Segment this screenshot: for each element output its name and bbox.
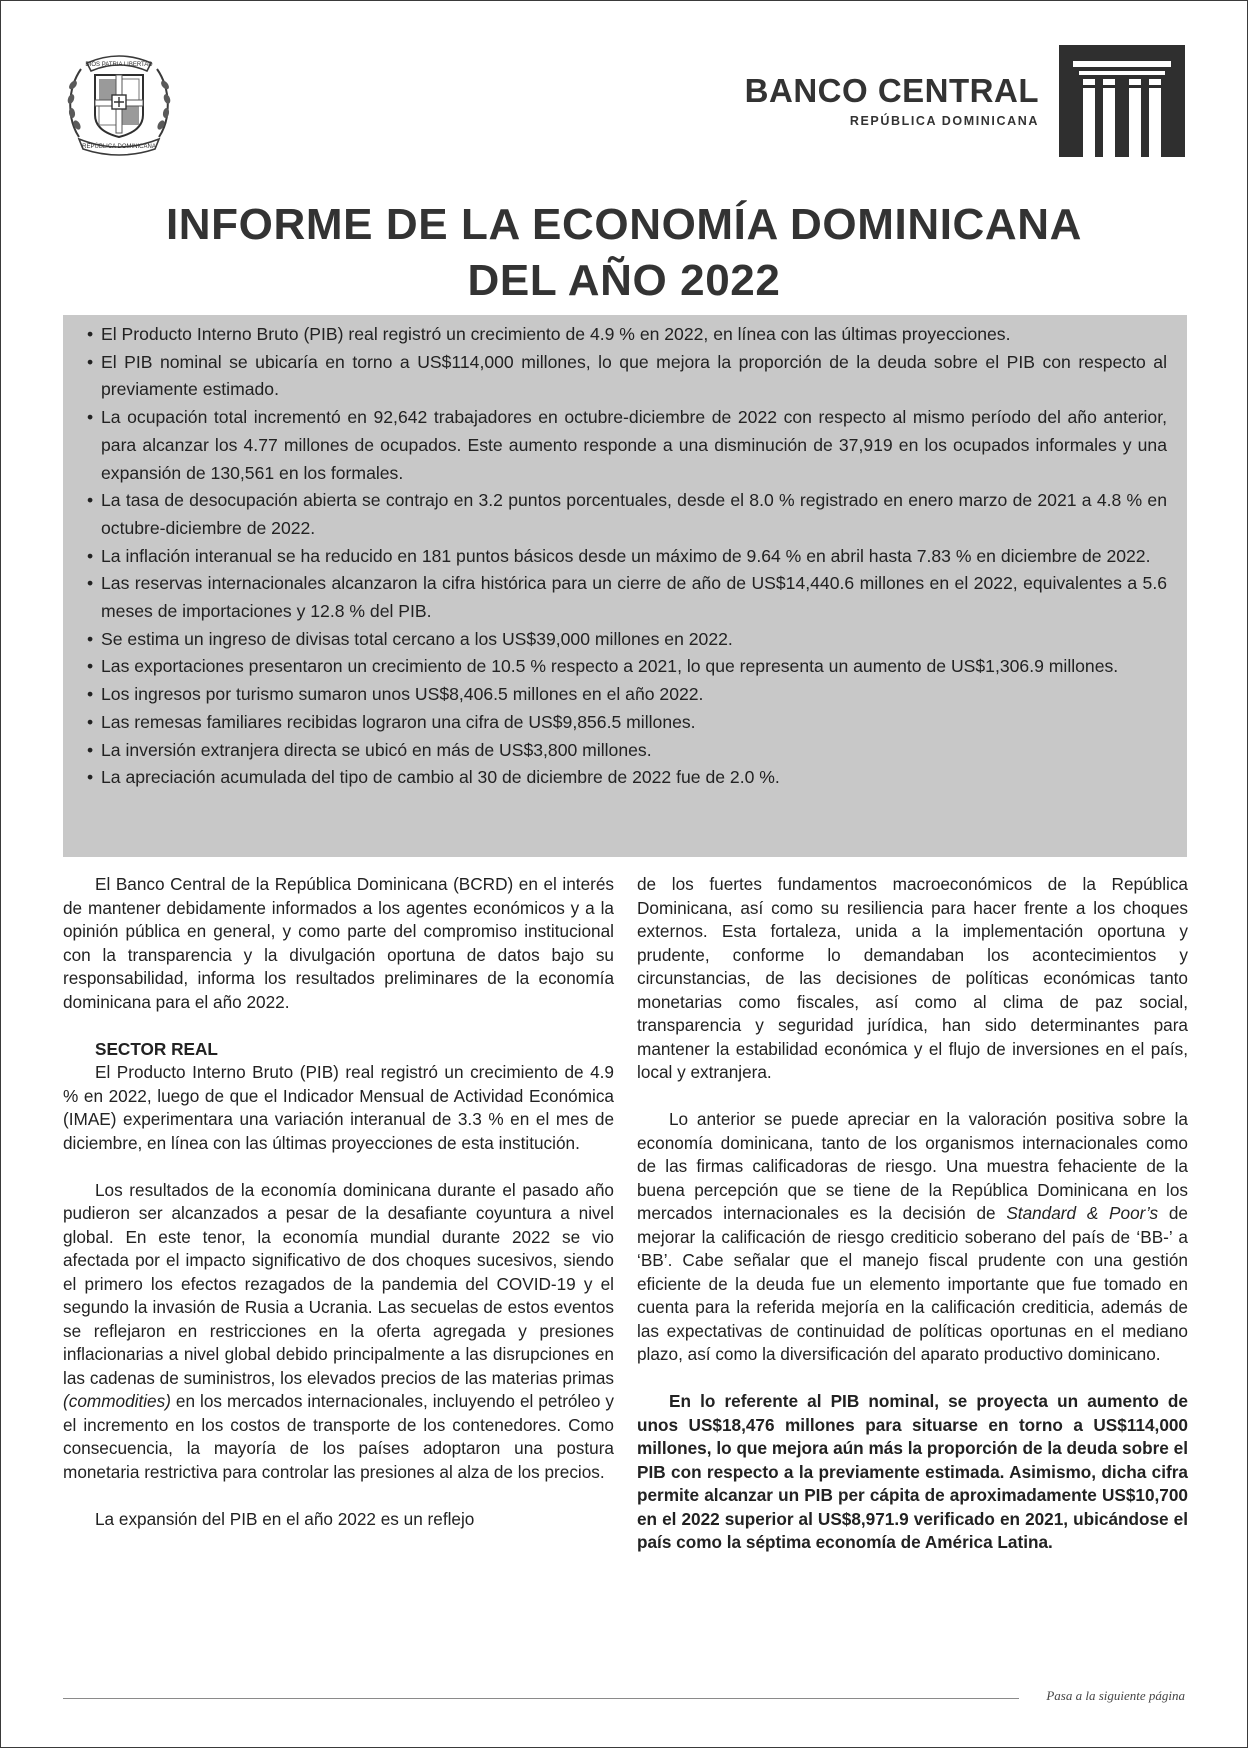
- rating-agency-name: Standard & Poor’s: [1006, 1203, 1159, 1223]
- coat-of-arms-icon: [61, 45, 177, 157]
- seal-motto: DIOS PATRIA LIBERTAD: [85, 62, 153, 68]
- highlight-item: • La ocupación total incrementó en 92,642 trabajadores en octubre-diciembre de 2022 con respecto al mismo período del año anterior, para alcanzar los 4.77 millones de ocupados. Este aumento responde a una disminución de 37,919 en los ocupados informales y una expansión de 130,561 en los formales.: [87, 404, 1167, 487]
- highlight-item: • El Producto Interno Bruto (PIB) real registró un crecimiento de 4.9 % en 2022, en línea con las últimas proyecciones.: [87, 321, 1167, 349]
- commodities-term: (commodities): [63, 1391, 171, 1411]
- banco-central-columns-logo-icon: [1059, 45, 1185, 157]
- expansion-paragraph: La expansión del PIB en el año 2022 es un reflejo: [95, 1508, 475, 1529]
- left-column: [63, 873, 614, 1531]
- ratings-text-1: Lo anterior se puede apreciar en la valoración positiva sobre la economía dominicana, tanto de los organismos internacionales como de las firmas calificadoras de riesgo. Una muestra fehaciente de la buena percepción que se tiene de la República Dominicana en los mercados internacionales es la decisión de: [637, 1109, 1188, 1223]
- highlight-item: • Las exportaciones presentaron un crecimiento de 10.5 % respecto a 2021, lo que representa un aumento de US$1,306.9 millones.: [87, 653, 1167, 681]
- highlight-item: • La apreciación acumulada del tipo de cambio al 30 de diciembre de 2022 fue de 2.0 %.: [87, 764, 1167, 792]
- highlight-item: • Las reservas internacionales alcanzaron la cifra histórica para un cierre de año de US$14,440.6 millones en el 2022, equivalentes a 5.6 meses de importaciones y 12.8 % del PIB.: [87, 570, 1167, 625]
- highlight-item: • Los ingresos por turismo sumaron unos US$8,406.5 millones en el año 2022.: [87, 681, 1167, 709]
- highlight-item: • La inflación interanual se ha reducido en 181 puntos básicos desde un máximo de 9.64 % en abril hasta 7.83 % en diciembre de 2022.: [87, 543, 1167, 571]
- page-title: [1, 197, 1247, 309]
- footer-divider: [63, 1698, 1019, 1699]
- ratings-paragraph: [637, 1108, 1188, 1367]
- highlights-list: [87, 321, 1167, 792]
- continued-next-page-note: Pasa a la siguiente página: [1046, 1688, 1185, 1703]
- highlight-item: • Las remesas familiares recibidas lograron una cifra de US$9,856.5 millones.: [87, 709, 1167, 737]
- bank-subtitle: REPÚBLICA DOMINICANA: [849, 114, 1039, 128]
- global-context-text-2: en los mercados internacionales, incluyendo el petróleo y el incremento en los costos de transporte de los contenedores. Como consecuencia, la mayoría de los países adoptaron una postura monetaria restrictiva para controlar las presiones al alza de los precios.: [63, 1391, 614, 1482]
- highlight-item: • La tasa de desocupación abierta se contrajo en 3.2 puntos porcentuales, desde el 8.0 % registrado en enero marzo de 2021 a 4.8 % en octubre-diciembre de 2022.: [87, 487, 1167, 542]
- ratings-text-2: de mejorar la calificación de riesgo crediticio soberano del país de ‘BB-’ a ‘BB’. Cabe señalar que el manejo fiscal prudente con una gestión eficiente de la deuda fue un elemento importante que fue tomado en cuenta para la referida mejoría en la calificación crediticia, además de las expectativas de continuidad de políticas oportunas en el mediano plazo, así como la diversificación del aparato productivo dominicano.: [637, 1203, 1188, 1364]
- section-heading-sector-real: SECTOR REAL: [95, 1038, 218, 1059]
- highlights-box: [63, 315, 1187, 857]
- highlight-item: • La inversión extranjera directa se ubicó en más de US$3,800 millones.: [87, 737, 1167, 765]
- global-context-paragraph: [63, 1179, 614, 1485]
- highlight-item: • Se estima un ingreso de divisas total cercano a los US$39,000 millones en 2022.: [87, 626, 1167, 654]
- nominal-gdp-paragraph: En lo referente al PIB nominal, se proyecta un aumento de unos US$18,476 millones para situarse en torno a US$114,000 millones, lo que mejora aún más la proporción de la deuda sobre el PIB con respecto a la previamente estimada. Asimismo, dicha cifra permite alcanzar un PIB per cápita de aproximadamente US$10,700 en el 2022 superior al US$8,971.9 verificado en 2021, ubicándose el país como la séptima economía de América Latina.: [637, 1391, 1188, 1552]
- title-line-1: INFORME DE LA ECONOMÍA DOMINICANA: [165, 200, 1083, 249]
- intro-paragraph: El Banco Central de la República Dominicana (BCRD) en el interés de mantener debidamente informados a los agentes económicos y a la opinión pública en general, y como parte del compromiso institucional con la transparencia y la divulgación oportuna de datos bajo su responsabilidad, informa los resultados preliminares de la economía dominicana para el año 2022.: [63, 874, 614, 1012]
- fundamentals-paragraph: de los fuertes fundamentos macroeconómicos de la República Dominicana, así como su resiliencia para hacer frente a los choques externos. Esta fortaleza, unida a la implementación oportuna y prudente, conforme lo demandaban los acontecimientos y circunstancias, de las decisiones de políticas económicas tanto monetarias como fiscales, así como al clima de paz social, transparencia y seguridad jurídica, han sido determinantes para mantener la estabilidad económica y el flujo de inversiones en el país, local y extranjera.: [637, 874, 1188, 1082]
- right-column: [637, 873, 1188, 1555]
- gdp-paragraph: El Producto Interno Bruto (PIB) real registró un crecimiento de 4.9 % en 2022, luego de que el Indicador Mensual de Actividad Económica (IMAE) experimentara una variación interanual de 3.3 % en el mes de diciembre, en línea con las últimas proyecciones de esta institución.: [63, 1062, 614, 1153]
- bank-name: BANCO CENTRAL: [744, 72, 1039, 109]
- global-context-text-1: Los resultados de la economía dominicana durante el pasado año pudieron ser alcanzados a pesar de la desafiante coyuntura a nivel global. En este tenor, la economía mundial durante 2022 se vio afectada por el impacto significativo de dos choques sucesivos, siendo el primero los efectos rezagados de la pandemia del COVID-19 y el segundo la invasión de Rusia a Ucrania. Las secuelas de estos eventos se reflejaron en restricciones en la oferta agregada y presiones inflacionarias a nivel global debido principalmente a las disrupciones en las cadenas de suministros, los elevados precios de las materias primas: [63, 1179, 614, 1388]
- title-line-2: DEL AÑO 2022: [467, 256, 781, 305]
- seal-ribbon-text: REPÚBLICA DOMINICANA: [82, 144, 156, 150]
- bank-brand: [745, 45, 1185, 157]
- highlight-item: • El PIB nominal se ubicaría en torno a US$114,000 millones, lo que mejora la proporción de la deuda sobre el PIB con respecto al previamente estimado.: [87, 349, 1167, 404]
